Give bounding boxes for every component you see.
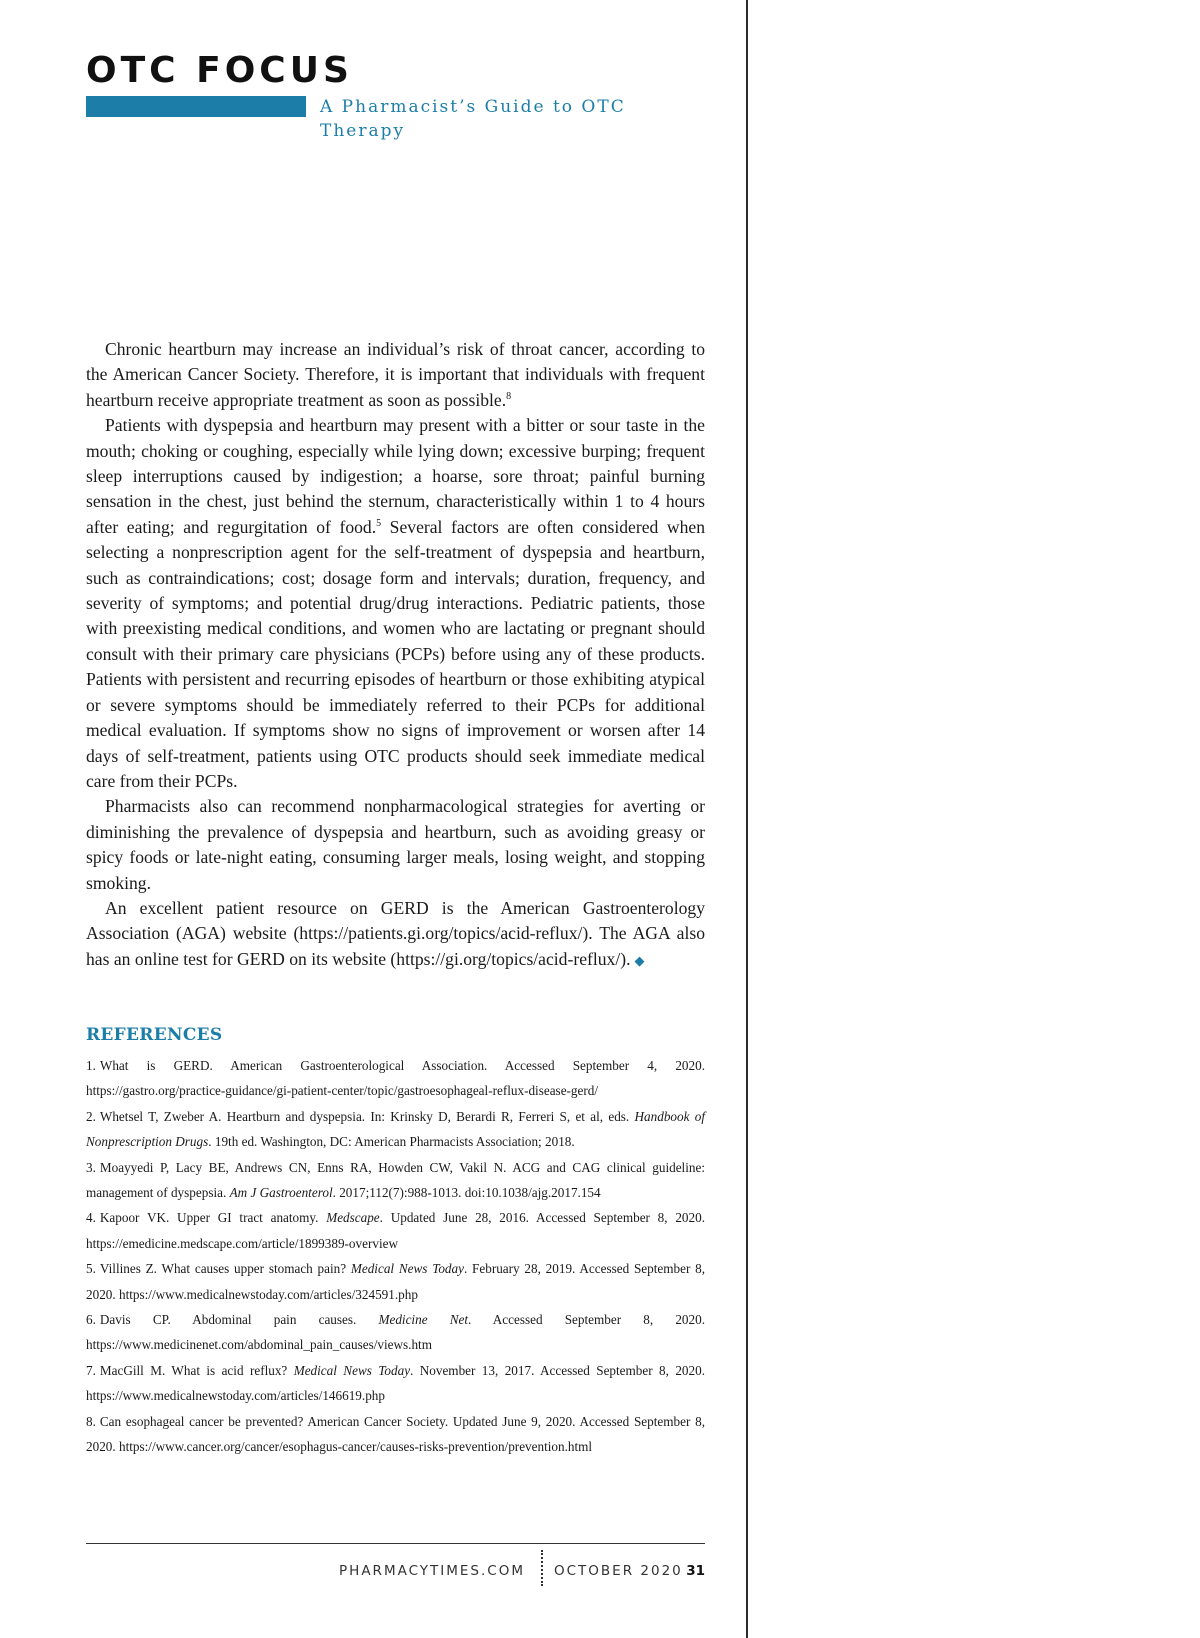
footer-date: OCTOBER 2020	[554, 1563, 683, 1579]
reference-item: 6. Davis CP. Abdominal pain causes. Medicine Net. Accessed September 8, 2020. https://www.medicinenet.com/abdominal_pain_causes/views.htm	[86, 1312, 706, 1353]
end-mark-icon: ◆	[634, 952, 645, 968]
section-title: OTC FOCUS	[86, 50, 353, 91]
citation: 8	[506, 390, 512, 402]
masthead	[86, 50, 706, 141]
paragraph-1: Chronic heartburn may increase an individual’s risk of throat cancer, according to the American Cancer Society. Therefore, it is important that individuals with frequent heartburn receive appropriate treatment as soon as possible.$^8$	[86, 339, 705, 410]
footer-divider	[86, 1543, 705, 1544]
references	[86, 1023, 705, 1460]
paragraph-4: An excellent patient resource on GERD is the American Gastroenterology Association (AGA) website (https://patients.gi.org/topics/acid-reflux/). The AGA also has an online test for GERD on its website (https://gi.org/topics/acid-reflux/). ◆	[86, 897, 705, 969]
footer-site: PHARMACYTIMES.COM	[339, 1563, 525, 1579]
reference-item: 7. MacGill M. What is acid reflux? Medical News Today. November 13, 2017. Accessed September 8, 2020. https://www.medicalnewstoday.com/articles/146619.php	[86, 1362, 705, 1404]
reference-item: 5. Villines Z. What causes upper stomach pain? Medical News Today. February 28, 2019. Accessed September 8, 2020. https://www.medicalnewstoday.com/articles/324591.php	[86, 1261, 705, 1302]
page-number: 31	[686, 1563, 705, 1579]
paragraph-3: Pharmacists also can recommend nonpharmacological strategies for averting or diminishing the prevalence of dyspepsia and heartburn, such as avoiding greasy or spicy foods or late-night eating, consuming larger meals, losing weight, and stopping smoking.	[86, 796, 705, 893]
page-column-rule	[746, 0, 748, 1638]
reference-item: 3. Moayyedi P, Lacy BE, Andrews CN, Enns RA, Howden CW, Vakil N. ACG and CAG clinical guideline: management of dyspepsia. Am J Gastroenterol. 2017;112(7):988-1013. doi:10.1038/ajg.2017.154	[86, 1159, 705, 1201]
reference-item: 8. Can esophageal cancer be prevented? American Cancer Society. Updated June 9, 2020. Accessed September 8, 2020. https://www.cancer.org/cancer/esophagus-cancer/causes-risks-prevention/prevention.html	[86, 1413, 705, 1455]
reference-item: 4. Kapoor VK. Upper GI tract anatomy. Medscape. Updated June 28, 2016. Accessed September 8, 2020. https://emedicine.medscape.com/article/1899389-overview	[86, 1210, 705, 1251]
page-footer	[86, 1556, 705, 1586]
reference-item: 1. What is GERD. American Gastroenterological Association. Accessed September 4, 2020. https://gastro.org/practice-guidance/gi-patient-center/topic/gastroesophageal-reflux-disease-gerd/	[86, 1058, 705, 1099]
reference-item: 2. Whetsel T, Zweber A. Heartburn and dyspepsia. In: Krinsky D, Berardi R, Ferreri S, et al, eds. Handbook of Nonprescription Drugs. 19th ed. Washington, DC: American Pharmacists Association; 2018.	[86, 1108, 705, 1150]
accent-bar	[86, 96, 306, 117]
references-list	[86, 1053, 705, 1460]
section-subtitle: A Pharmacist’s Guide to OTC Therapy	[320, 97, 626, 141]
references-heading: REFERENCES	[86, 1025, 223, 1045]
paragraph-2: Patients with dyspepsia and heartburn may present with a bitter or sour taste in the mouth; choking or coughing, especially while lying down; excessive burping; frequent sleep interruptions caused by indigestion; a hoarse, sore throat; painful burning sensation in the chest, just behind the sternum, characteristically within 1 to 4 hours after eating; and regurgitation of food.$^5$ Several factors are often considered when selecting a nonprescription agent for the self-treatment of dyspepsia and heartburn, such as contraindications; cost; dosage form and intervals; duration, frequency, and severity of symptoms; and potential drug/drug interactions. Pediatric patients, those with preexisting medical conditions, and women who are lactating or pregnant should consult with their primary care physicians (PCPs) before using any of these products. Patients with persistent and recurring episodes of heartburn or those exhibiting atypical or severe symptoms should be immediately referred to their PCPs for additional medical evaluation. If symptoms show no signs of improvement or worsen after 14 days of self-treatment, patients using OTC products should seek immediate medical care from their PCPs.	[86, 415, 705, 791]
article-body	[86, 337, 705, 973]
footer-separator	[541, 1550, 543, 1586]
citation: 5	[376, 517, 382, 529]
